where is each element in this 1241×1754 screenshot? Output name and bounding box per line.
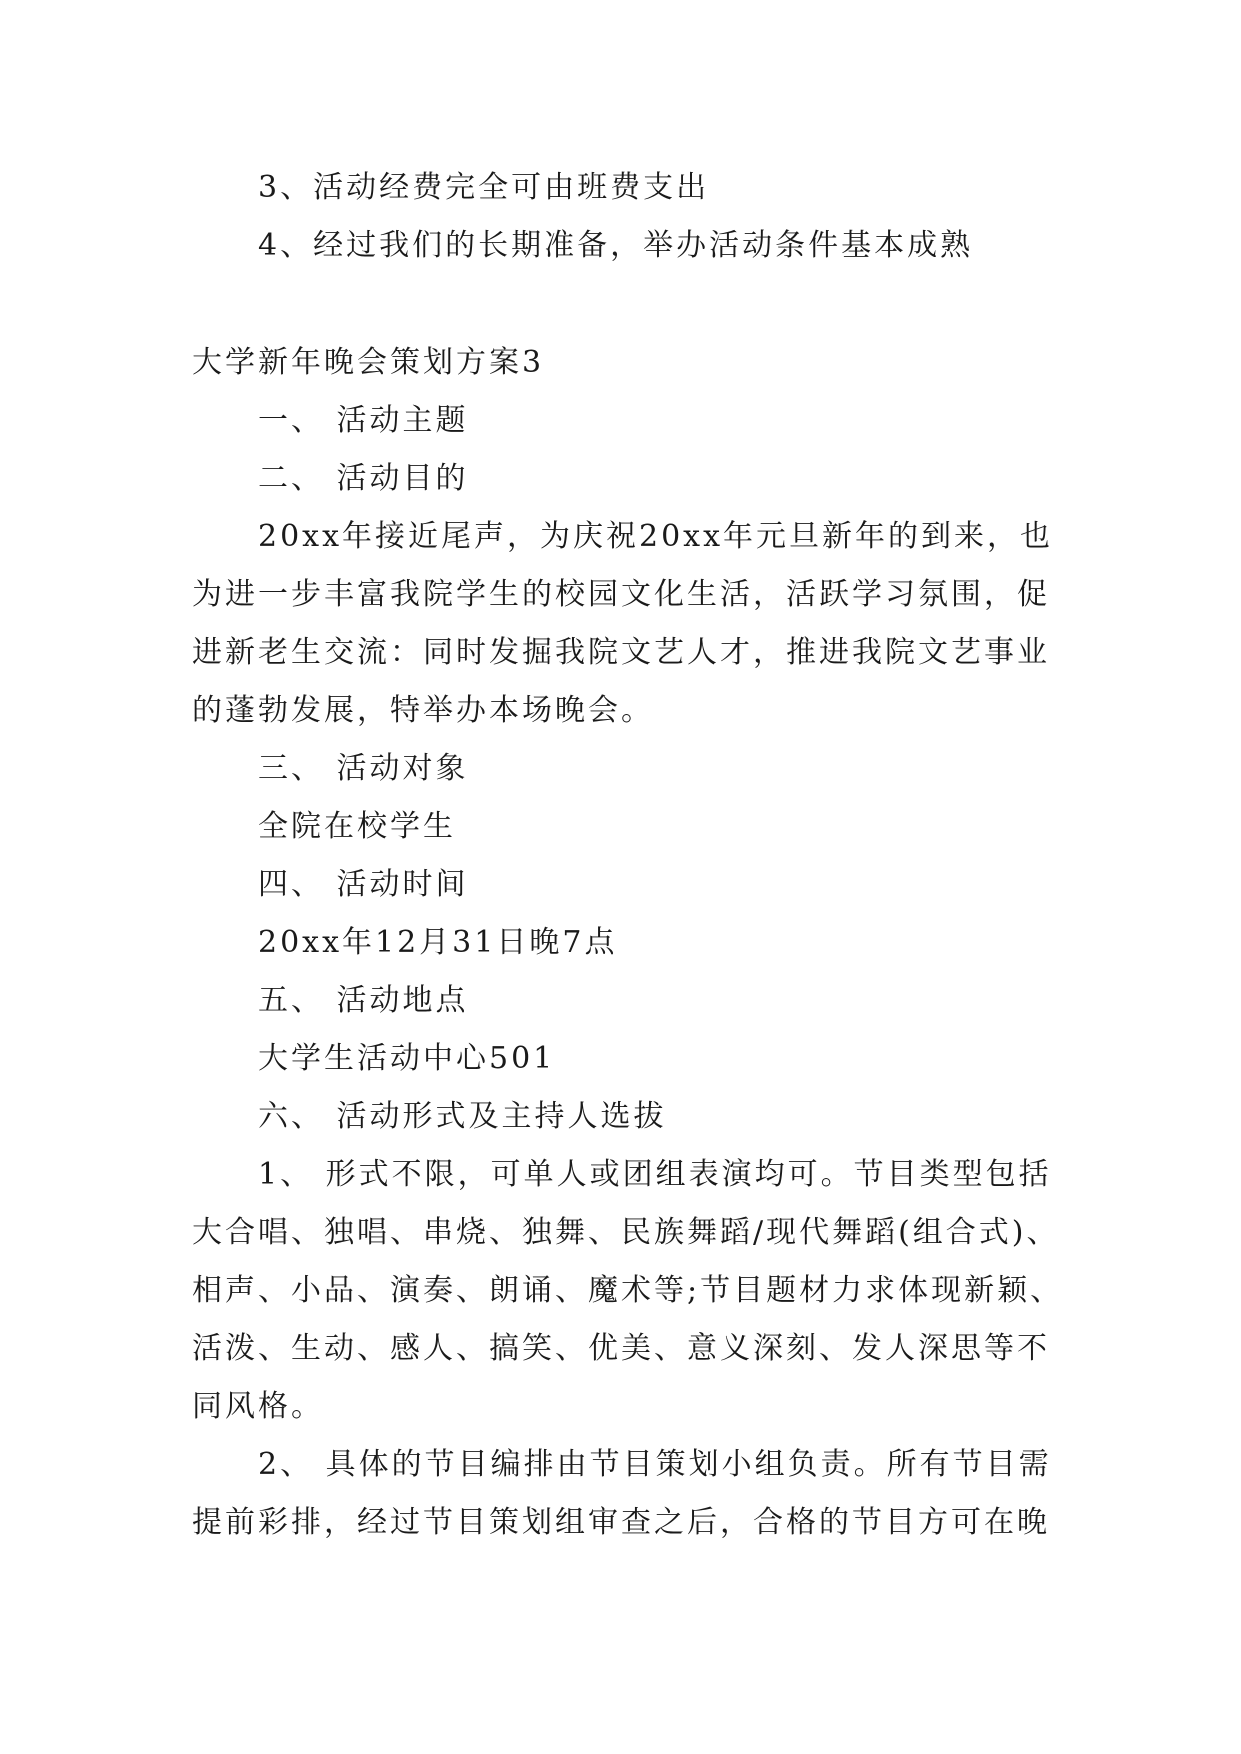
purpose-line-3: 进新老生交流：同时发掘我院文艺人才，推进我院文艺事业 (192, 635, 1050, 670)
heading-purpose: 二、 活动目的 (258, 461, 469, 496)
heading-location: 五、 活动地点 (258, 983, 469, 1018)
heading-theme: 一、 活动主题 (258, 403, 469, 438)
format-1-line-1: 1、 形式不限，可单人或团组表演均可。节目类型包括 (258, 1157, 1052, 1192)
time-text: 20xx年12月31日晚7点 (258, 925, 618, 960)
format-2-line-1: 2、 具体的节目编排由节目策划小组负责。所有节目需 (258, 1447, 1052, 1482)
heading-audience: 三、 活动对象 (258, 751, 469, 786)
funding-item: 3、活动经费完全可由班费支出 (258, 170, 710, 205)
preparation-item: 4、经过我们的长期准备，举办活动条件基本成熟 (258, 228, 974, 263)
location-text: 大学生活动中心501 (258, 1041, 556, 1076)
format-1-line-2: 大合唱、独唱、串烧、独舞、民族舞蹈/现代舞蹈(组合式)、 (192, 1215, 1060, 1250)
section-title: 大学新年晚会策划方案3 (192, 345, 545, 380)
purpose-line-1: 20xx年接近尾声，为庆祝20xx年元旦新年的到来，也 (258, 519, 1054, 554)
format-1-line-3: 相声、小品、演奏、朗诵、魔术等;节目题材力求体现新颖、 (192, 1273, 1064, 1308)
purpose-line-2: 为进一步丰富我院学生的校园文化生活，活跃学习氛围，促 (192, 577, 1050, 612)
purpose-line-4: 的蓬勃发展，特举办本场晚会。 (192, 693, 654, 728)
heading-format: 六、 活动形式及主持人选拔 (258, 1099, 667, 1134)
format-1-line-4: 活泼、生动、感人、搞笑、优美、意义深刻、发人深思等不 (192, 1331, 1050, 1366)
format-2-line-2: 提前彩排，经过节目策划组审查之后，合格的节目方可在晚 (192, 1505, 1050, 1540)
audience-text: 全院在校学生 (258, 809, 456, 844)
heading-time: 四、 活动时间 (258, 867, 469, 902)
format-1-line-5: 同风格。 (192, 1389, 324, 1424)
